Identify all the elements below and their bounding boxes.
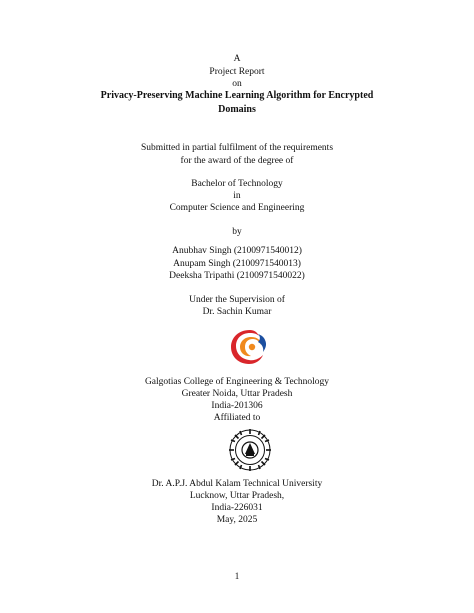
affiliated-to: Affiliated to <box>213 413 261 423</box>
university-name: Dr. A.P.J. Abdul Kalam Technical University <box>151 479 323 489</box>
submission-line-2: for the award of the degree of <box>180 156 294 166</box>
report-article: A <box>233 54 241 64</box>
university-logo <box>228 428 272 472</box>
page-number: 1 <box>234 571 240 581</box>
report-type: Project Report <box>209 67 265 77</box>
college-name: Galgotias College of Engineering & Technology <box>144 377 330 387</box>
author-1: Anubhav Singh (2100971540012) <box>172 246 302 256</box>
authors-by: by <box>232 227 242 237</box>
supervisor-name: Dr. Sachin Kumar <box>202 307 272 317</box>
report-title-line-2: Domains <box>218 104 256 115</box>
college-logo <box>228 326 272 368</box>
supervision-heading: Under the Supervision of <box>189 295 285 305</box>
college-city: Greater Noida, Uttar Pradesh <box>181 389 293 399</box>
author-3: Deeksha Tripathi (2100971540022) <box>169 271 305 281</box>
college-pin: India-201306 <box>211 401 263 411</box>
university-city: Lucknow, Uttar Pradesh, <box>189 491 285 501</box>
submission-line-1: Submitted in partial fulfilment of the requirements <box>140 143 334 153</box>
university-pin: India-226031 <box>211 503 263 513</box>
submission-date: May, 2025 <box>216 515 258 525</box>
report-title-line-1: Privacy-Preserving Machine Learning Algorithm for Encrypted <box>100 90 374 101</box>
author-2: Anupam Singh (2100971540013) <box>173 259 301 269</box>
degree-branch: Computer Science and Engineering <box>169 203 305 213</box>
degree-in: in <box>233 191 241 201</box>
degree-name: Bachelor of Technology <box>191 179 283 189</box>
report-on: on <box>232 79 242 89</box>
